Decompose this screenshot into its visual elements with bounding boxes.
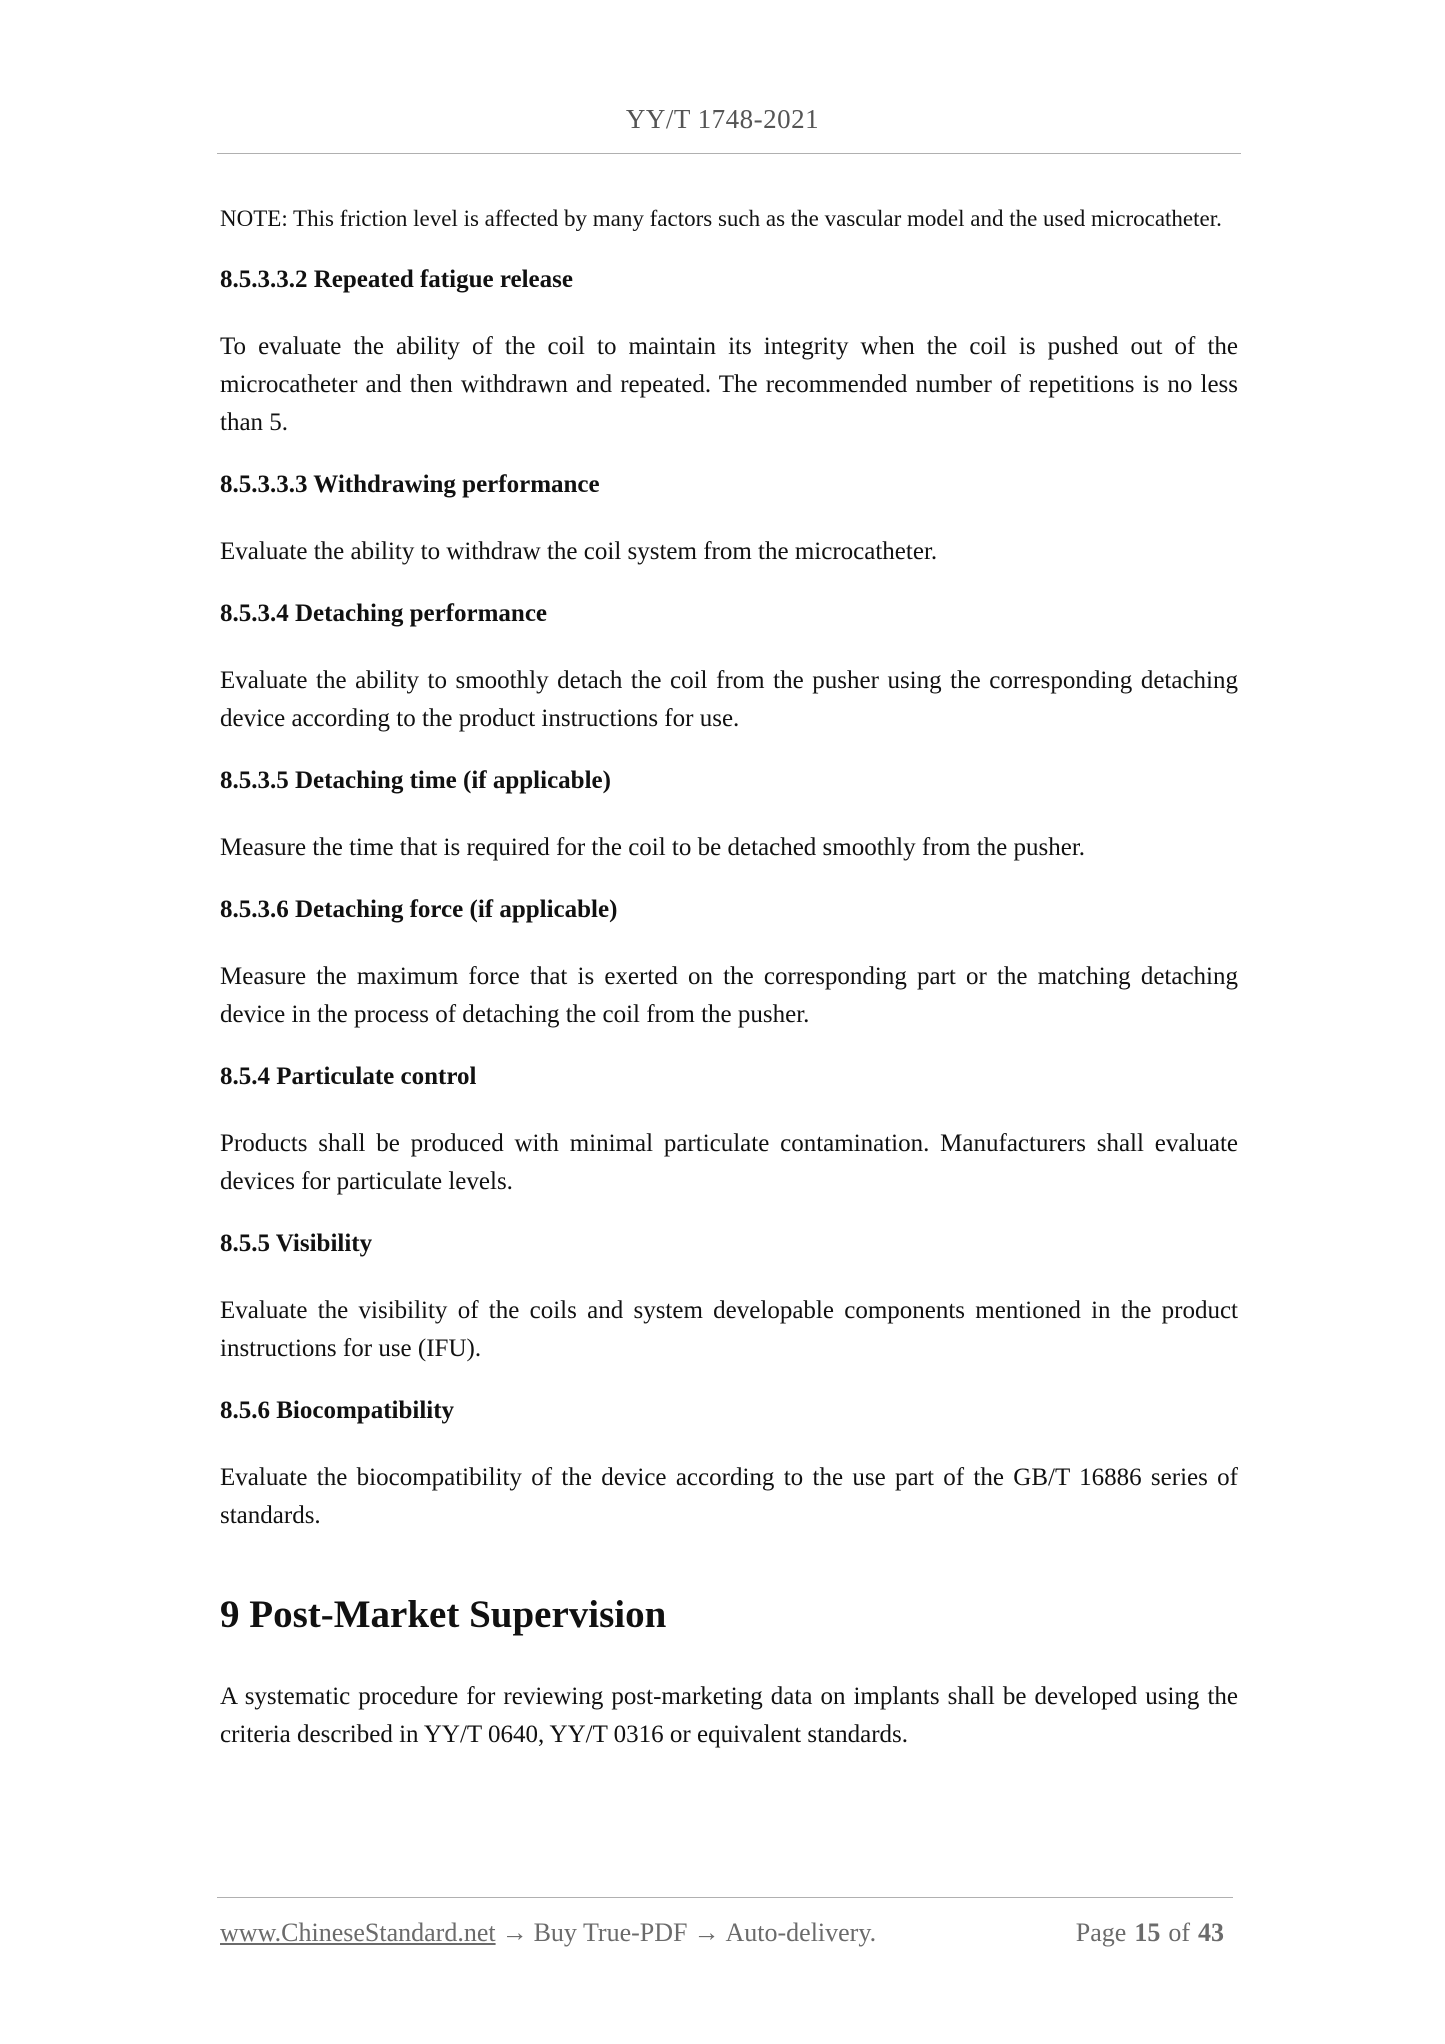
page-total: 43 — [1198, 1918, 1224, 1947]
header-title: YY/T 1748-2021 — [625, 104, 820, 134]
arrow-right-icon: → — [501, 1918, 528, 1947]
section-text-8-5-3-3-3: Evaluate the ability to withdraw the coil system from the microcatheter. — [220, 538, 938, 565]
section-heading-8-5-3-3-2: 8.5.3.3.2 Repeated fatigue release — [220, 266, 573, 293]
buy-true-pdf-text: Buy True-PDF — [533, 1918, 688, 1947]
of-label: of — [1168, 1918, 1190, 1947]
section-text-8-5-3-3-2: To evaluate the ability of the coil to maintain its integrity when the coil is pushed out of the microcatheter and then withdrawn and repeated. The recommended number of repetitions is no less than 5. — [220, 333, 1238, 436]
section-heading-8-5-6: 8.5.6 Biocompatibility — [220, 1397, 455, 1424]
footer-promo — [220, 1915, 876, 1951]
section-heading-8-5-3-4: 8.5.3.4 Detaching performance — [220, 600, 548, 627]
website-link[interactable]: www.ChineseStandard.net — [220, 1918, 496, 1947]
section-heading-8-5-3-5: 8.5.3.5 Detaching time (if applicable) — [220, 767, 611, 794]
section-text-8-5-6: Evaluate the biocompatibility of the device according to the use part of the GB/T 16886 series of standards. — [220, 1464, 1238, 1529]
footer-divider — [217, 1897, 1233, 1898]
section-heading-8-5-3-6: 8.5.3.6 Detaching force (if applicable) — [220, 896, 618, 923]
section-text-8-5-4: Products shall be produced with minimal particulate contamination. Manufacturers shall evaluate devices for particulate levels. — [220, 1130, 1238, 1195]
chapter-heading-9: 9 Post-Market Supervision — [220, 1593, 667, 1636]
section-heading-8-5-5: 8.5.5 Visibility — [220, 1230, 373, 1257]
note-paragraph: NOTE: This friction level is affected by many factors such as the vascular model and the used microcatheter. — [220, 206, 1222, 231]
section-text-8-5-3-6: Measure the maximum force that is exerted on the corresponding part or the matching detaching device in the process of detaching the coil from the pusher. — [220, 963, 1238, 1028]
page-label: Page — [1075, 1918, 1127, 1947]
section-text-8-5-5: Evaluate the visibility of the coils and system developable components mentioned in the product instructions for use (IFU). — [220, 1297, 1238, 1362]
section-heading-8-5-3-3-3: 8.5.3.3.3 Withdrawing performance — [220, 471, 600, 498]
section-text-8-5-3-5: Measure the time that is required for the coil to be detached smoothly from the pusher. — [220, 834, 1086, 861]
arrow-right-icon: → — [693, 1918, 720, 1947]
page-content — [220, 200, 1238, 1780]
chapter-text-9: A systematic procedure for reviewing post-marketing data on implants shall be developed using the criteria described in YY/T 0640, YY/T 0316 or equivalent standards. — [220, 1683, 1238, 1748]
page-indicator — [1076, 1915, 1232, 1951]
section-text-8-5-3-4: Evaluate the ability to smoothly detach the coil from the pusher using the corresponding detaching device according to the product instructions for use. — [220, 667, 1238, 732]
section-heading-8-5-4: 8.5.4 Particulate control — [220, 1063, 477, 1090]
page-current: 15 — [1134, 1918, 1161, 1947]
auto-delivery-text: Auto-delivery. — [725, 1918, 877, 1947]
header-divider — [217, 153, 1241, 154]
